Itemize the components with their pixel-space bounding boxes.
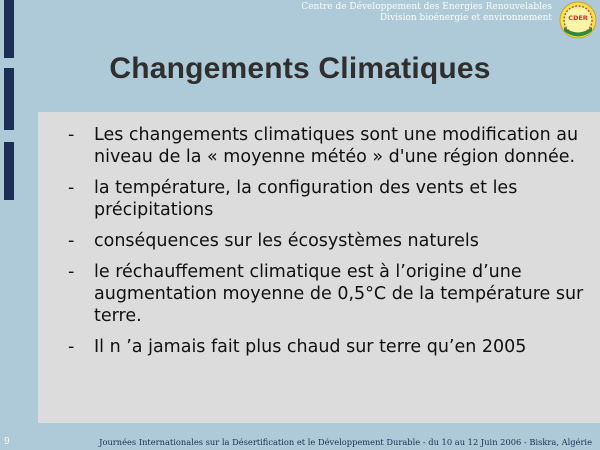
bullet-dash: -: [68, 178, 75, 198]
bullet-item: [68, 124, 588, 168]
bullet-dash: -: [68, 231, 75, 251]
bullet-text: la température, la configuration des vents et les précipitations: [94, 178, 518, 220]
bullet-item: [68, 177, 588, 221]
organization-division: Division bioénergie et environnement: [379, 13, 552, 23]
logo-text: CDER: [568, 14, 588, 22]
bullet-text: le réchauffement climatique est à l’origine d’une augmentation moyenne de 0,5°C de la température sur terre.: [94, 262, 584, 326]
bullet-dash: -: [68, 337, 75, 357]
bullet-item: [68, 230, 588, 252]
organization-header: [301, 2, 552, 24]
side-bar-top: [4, 0, 14, 58]
bullet-dash: -: [68, 125, 75, 145]
page-number: 9: [4, 437, 10, 447]
organization-name: Centre de Développement des Energies Renouvelables: [301, 2, 552, 12]
bullet-text: conséquences sur les écosystèmes naturels: [94, 231, 479, 251]
slide-title: Changements Climatiques: [109, 52, 491, 85]
side-bar-lower: [4, 142, 14, 200]
bullet-item: [68, 336, 588, 358]
bullet-list: [68, 124, 588, 367]
cder-logo: [558, 0, 598, 44]
bullet-dash: -: [68, 262, 75, 282]
bullet-text: Les changements climatiques sont une modification au niveau de la « moyenne météo » d'une région donnée.: [94, 125, 579, 167]
bullet-text: Il n ’a jamais fait plus chaud sur terre qu’en 2005: [94, 337, 527, 357]
bullet-item: [68, 261, 588, 327]
footer-event: Journées Internationales sur la Désertification et le Développement Durable - du 10 au 12 Juin 2006 - Biskra, Algérie: [99, 437, 592, 447]
